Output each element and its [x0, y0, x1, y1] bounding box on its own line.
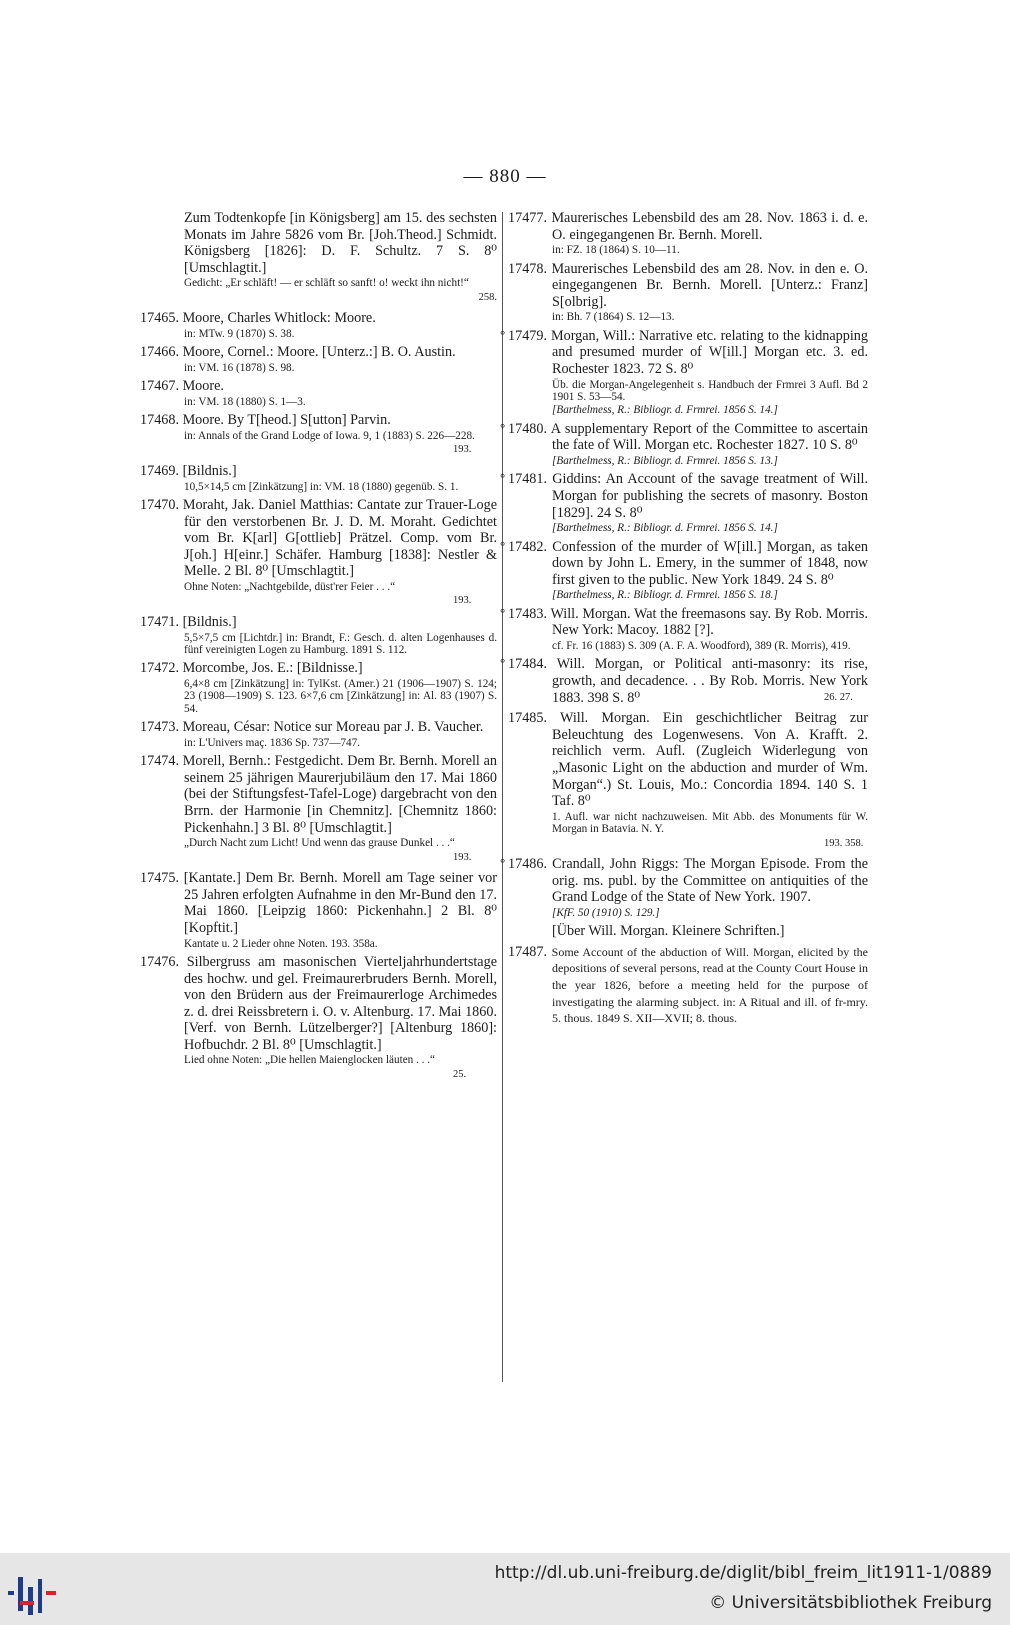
entry-number: 17482.: [508, 538, 548, 555]
entry-number: 17484.: [508, 656, 548, 673]
entry-number: 17476.: [140, 953, 180, 970]
entry-text: Giddins: An Account of the savage treatment of Will. Morgan for publishing the secrets of masonry. Boston [1829]. 24 S. 8⁰: [552, 471, 868, 521]
bibliography-entry: 17470. Moraht, Jak. Daniel Matthias: Cantate zur Trauer-Loge für den verstorbenen Br. J. D. M. Moraht. Gedichtet vom Br. K[arl] G[ottlieb] Prätzel. Comp. vom Br. J[oh.] H[einr.] Schäfer. Hamburg [1838]: Nestler & Melle. 2 Bl. 8⁰ [Umschlagtit.] Ohne Noten: „Nachtgebilde, düst'rer Feier . . .“ 193.: [140, 496, 498, 607]
entry-number: 17485.: [508, 710, 548, 727]
entry-number: 17469.: [140, 462, 180, 479]
entry-number: 17475.: [140, 870, 180, 887]
bibliography-entry: [508, 539, 868, 602]
entry-text: Morgan, Will.: Narrative etc. relating to the kidnapping and presumed murder of W[ill.] Morgan etc. 3. ed. Rochester 1823. 72 S. 8⁰: [550, 327, 868, 377]
entry-source-note: [Barthelmess, R.: Bibliogr. d. Frmrei. 1856 S. 13.]: [552, 454, 778, 467]
right-column: [508, 210, 868, 1031]
entry-text: Moore, Charles Whitlock: Moore.: [182, 310, 376, 327]
entry-note: in: VM. 18 (1880) S. 1—3.: [184, 395, 306, 408]
entry-number: 17483.: [508, 605, 548, 622]
entry-source-note: [Barthelmess, R.: Bibliogr. d. Frmrei. 1856 S. 14.]: [552, 522, 778, 535]
entry-number: 17467.: [140, 378, 180, 395]
entry-text: Moore.: [182, 378, 224, 395]
bibliography-entry: ° 17484. Will. Morgan, or Political anti-masonry: its rise, growth, and decadence. . . By Rob. Morris. New York 1883. 398 S. 8⁰ 26. 27.: [508, 656, 868, 706]
entry-number: 17465.: [140, 310, 180, 327]
entry-note: 1. Aufl. war nicht nachzuweisen. Mit Abb. des Monuments für W. Morgan in Batavia. N. Y.: [552, 810, 868, 836]
entry-note: in: VM. 16 (1878) S. 98.: [184, 361, 295, 374]
bibliography-entry: [508, 856, 868, 919]
entry-number: 17477.: [508, 210, 548, 226]
bibliography-entry: 17476. Silbergruss am masonischen Vierteljahrhundertstage des hochw. und gel. Freimaurerbruders Bernh. Morell, von den Brüdern aus der Freimaurerloge Archimedes z. d. drei Reissbretern i. O. v. Altenburg. 17. Mai 1860. [Verf. von Bernh. Lützelberger?] [Altenburg 1860]: Hofbuchdr. 2 Bl. 8⁰ [Umschlagtit.] Lied ohne Noten: „Die hellen Maienglocken läuten . . .“ 25.: [140, 953, 497, 1080]
entry-reference: 258.: [478, 291, 497, 303]
entry-text: Moore, Cornel.: Moore. [Unterz.:] B. O. Austin.: [182, 344, 456, 361]
bibliography-entry: [140, 378, 497, 408]
entry-text: Moraht, Jak. Daniel Matthias: Cantate zur Trauer-Loge für den verstorbenen Br. J. D. M. Moraht. Gedichtet vom Br. K[arl] G[ottlieb] Prätzel. Comp. vom Br. J[oh.] H[einr.] Schäfer. Hamburg [1838]: Nestler & Melle. 2 Bl. 8⁰ [Umschlagtit.]: [182, 496, 498, 580]
entry-number: 17468.: [140, 412, 180, 429]
bibliography-entry: [140, 463, 497, 493]
entry-text: Maurerisches Lebensbild des am 28. Nov. 1863 i. d. e. O. eingegangenen Br. Bernh. Morell.: [551, 210, 868, 243]
copyright-notice: © Universitätsbibliothek Freiburg: [709, 1593, 992, 1613]
entry-note: Ohne Noten: „Nachtgebilde, düst'rer Feier . . .“: [184, 580, 396, 593]
entry-number: 17470.: [140, 496, 180, 513]
entry-note: Kantate u. 2 Lieder ohne Noten. 193. 358a.: [184, 937, 378, 950]
entry-note: Lied ohne Noten: „Die hellen Maienglocken läuten . . .“: [184, 1054, 436, 1067]
bibliography-entry: [508, 606, 868, 653]
entry-note: in: MTw. 9 (1870) S. 38.: [184, 327, 295, 340]
page-number: — 880 —: [463, 166, 547, 187]
bibliography-entry: [508, 261, 868, 324]
entry-number: 17473.: [140, 719, 180, 736]
entry-text: Silbergruss am masonischen Vierteljahrhundertstage des hochw. und gel. Freimaurerbruders Bernh. Morell, von den Brüdern aus der Freimaurerloge Archimedes z. d. drei Reissbretern i. O. v. Altenburg. 17. Mai 1860. [Verf. von Bernh. Lützelberger?] [Altenburg 1860]: Hofbuchdr. 2 Bl. 8⁰ [Umschlagtit.]: [184, 953, 497, 1053]
entry-note: in: Bh. 7 (1864) S. 12—13.: [552, 311, 675, 324]
bibliography-entry: [140, 614, 497, 656]
document-url-link[interactable]: http://dl.ub.uni-freiburg.de/diglit/bibl_freim_lit1911-1/0889: [494, 1563, 992, 1583]
bibliography-entry: [140, 660, 497, 715]
entry-text: Will. Morgan, or Political anti-masonry: its rise, growth, and decadence. . . By Rob. Morris. New York 1883. 398 S. 8⁰: [552, 656, 868, 706]
entry-text: Will. Morgan. Wat the freemasons say. By Rob. Morris. New York: Macoy. 1882 [?].: [550, 605, 868, 639]
bibliography-entry: [140, 310, 497, 340]
bibliography-entry: [140, 344, 497, 374]
bibliography-entry: [508, 471, 868, 534]
footer-bar: [0, 1553, 1010, 1625]
entry-number: 17466.: [140, 344, 180, 361]
entry-source-note: [Barthelmess, R.: Bibliogr. d. Frmrei. 1856 S. 14.]: [552, 404, 778, 417]
entry-note: in: L'Univers maç. 1836 Sp. 737—747.: [184, 736, 361, 749]
entry-note: Some Account of the abduction of Will. Morgan, elicited by the depositions of several persons, read at the County Court House in the year 1826, before a meeting held for the purpose of investigating the alarming subject. in: A Ritual and ill. of fr-mry. 5. thous. 1849 S. XII—XVII; 8. thous.: [551, 944, 869, 1026]
entry-note: 10,5×14,5 cm [Zinkätzung] in: VM. 18 (1880) gegenüb. S. 1.: [184, 480, 459, 493]
entry-text: Confession of the murder of W[ill.] Morgan, as taken down by John L. Emery, in the summer of 1848, now first given to the public. New York 1849. 24 S. 8⁰: [552, 538, 868, 588]
entry-text: Will. Morgan. Ein geschichtlicher Beitrag zur Beleuchtung des Logenwesens. Von A. Krafft. 2. reichlich verm. Aufl. (Zugleich Widerlegung von „Masonic Light on the abduction and murder of Wm. Morgan“.) St. Louis, Mo.: Concordia 1894. 140 S. 1 Taf. 8⁰: [552, 710, 868, 810]
entry-text: [Kantate.] Dem Br. Bernh. Morell am Tage seiner vor 25 Jahren erfolgten Aufnahme in den Mr-Bund den 17. Mai 1860. [Leipzig 1860: Pickenhahn.] 2 Bl. 8⁰ [Kopftit.]: [183, 870, 498, 936]
bibliography-entry: [508, 944, 868, 1027]
entry-number: 17479.: [508, 327, 548, 344]
entry-text: [Bildnis.]: [182, 613, 237, 630]
entry-text: Morell, Bernh.: Festgedicht. Dem Br. Bernh. Morell an seinem 25 jährigen Maurerjubiläum den 17. Mai 1860 (bei der Stiftungsfest-Tafel-Loge) dargebracht von den Brrn. der Harmonie [in Chemnitz]. [Chemnitz 1860: Pickenhahn.] 3 Bl. 8⁰ [Umschlagtit.]: [182, 753, 498, 836]
entry-note: in: FZ. 18 (1864) S. 10—11.: [552, 244, 680, 257]
bibliography-entry: 17468. Moore. By T[heod.] S[utton] Parvin. in: Annals of the Grand Lodge of Iowa. 9, 1 (1883) S. 226—228. 193.: [140, 412, 497, 459]
bibliography-entry: [508, 421, 868, 468]
entry-text: A supplementary Report of the Committee to ascertain the fate of Will. Morgan etc. Rochester 1827. 10 S. 8⁰: [550, 420, 868, 454]
entry-text: [Über Will. Morgan. Kleinere Schriften.]: [552, 923, 785, 940]
bibliography-entry: [140, 210, 497, 306]
entry-number: 17480.: [508, 420, 548, 437]
entry-note: cf. Fr. 16 (1883) S. 309 (A. F. A. Woodford), 389 (R. Morris), 419.: [552, 639, 851, 652]
entry-text: Crandall, John Riggs: The Morgan Episode. From the orig. ms. publ. by the Committee on antiquities of the Grand Lodge of the State of New York. 1907.: [552, 856, 868, 906]
bibliography-entry: 17485. Will. Morgan. Ein geschichtlicher Beitrag zur Beleuchtung des Logenwesens. Von A. Krafft. 2. reichlich verm. Aufl. (Zugleich Widerlegung von „Masonic Light on the abduction and murder of Wm. Morgan“.) St. Louis, Mo.: Concordia 1894. 140 S. 1 Taf. 8⁰ 1. Aufl. war nicht nachzuweisen. Mit Abb. des Monuments für W. Morgan in Batavia. N. Y. 193. 358.: [508, 710, 868, 849]
entry-number: 17481.: [508, 471, 548, 488]
entry-source-note: [KfF. 50 (1910) S. 129.]: [552, 906, 660, 919]
entry-source-note: [Barthelmess, R.: Bibliogr. d. Frmrei. 1856 S. 18.]: [552, 589, 778, 602]
bibliography-entry: [140, 870, 497, 950]
entry-number: 17474.: [140, 753, 180, 770]
entry-note: 6,4×8 cm [Zinkätzung] in: TylKst. (Amer.) 21 (1906—1907) S. 124; 23 (1908—1909) S. 123. 6×7,6 cm [Zinkätzung] in: Al. 83 (1907) S. 54.: [184, 677, 497, 715]
entry-number: 17471.: [140, 613, 180, 630]
entry-text: Moore. By T[heod.] S[utton] Parvin.: [182, 412, 391, 429]
bibliography-entry: [508, 210, 868, 257]
entry-text: [Bildnis.]: [182, 462, 237, 479]
column-divider: [502, 212, 503, 1382]
entry-number: 17486.: [508, 856, 548, 873]
bibliography-entry: [140, 719, 497, 749]
left-column: [140, 210, 497, 1087]
entry-note: 5,5×7,5 cm [Lichtdr.] in: Brandt, F.: Gesch. d. alten Logenhauses d. fünf vereinigten Logen zu Hamburg. 1891 S. 112.: [184, 631, 497, 656]
entry-text: Morcombe, Jos. E.: [Bildnisse.]: [182, 660, 363, 677]
entry-note: Gedicht: „Er schläft! — er schläft so sanft! o! weckt ihn nicht!“: [184, 277, 469, 290]
entry-note: „Durch Nacht zum Licht! Und wenn das grause Dunkel . . .“: [184, 837, 455, 850]
bibliography-entry: 17474. Morell, Bernh.: Festgedicht. Dem Br. Bernh. Morell an seinem 25 jährigen Maurerjubiläum den 17. Mai 1860 (bei der Stiftungsfest-Tafel-Loge) dargebracht von den Brrn. der Harmonie [in Chemnitz]. [Chemnitz 1860: Pickenhahn.] 3 Bl. 8⁰ [Umschlagtit.] „Durch Nacht zum Licht! Und wenn das grause Dunkel . . .“ 193.: [140, 753, 498, 863]
entry-text: Zum Todtenkopfe [in Königsberg] am 15. des sechsten Monats im Jahre 5826 vom Br. [Joh.Theod.] Schmidt. Königsberg [1826]: D. F. Schultz. 7 S. 8⁰ [Umschlagtit.]: [184, 210, 497, 276]
entry-number: 17478.: [508, 260, 548, 277]
entry-note: Üb. die Morgan-Angelegenheit s. Handbuch der Frmrei 3 Aufl. Bd 2 1901 S. 53—54.: [552, 378, 868, 403]
entry-number: 17472.: [140, 660, 180, 677]
bibliography-entry: [508, 328, 868, 417]
entry-text: Moreau, César: Notice sur Moreau par J. B. Vaucher.: [182, 719, 484, 736]
entry-note: in: Annals of the Grand Lodge of Iowa. 9, 1 (1883) S. 226—228.: [184, 429, 475, 442]
ub-freiburg-logo-icon[interactable]: [8, 1575, 68, 1615]
bibliography-entry: [508, 923, 868, 940]
entry-text: Maurerisches Lebensbild des am 28. Nov. in den e. O. eingegangenen Br. Bernh. Morell. [Unterz.: Franz] S[olbrig].: [551, 260, 868, 310]
entry-number: 17487.: [508, 943, 548, 960]
